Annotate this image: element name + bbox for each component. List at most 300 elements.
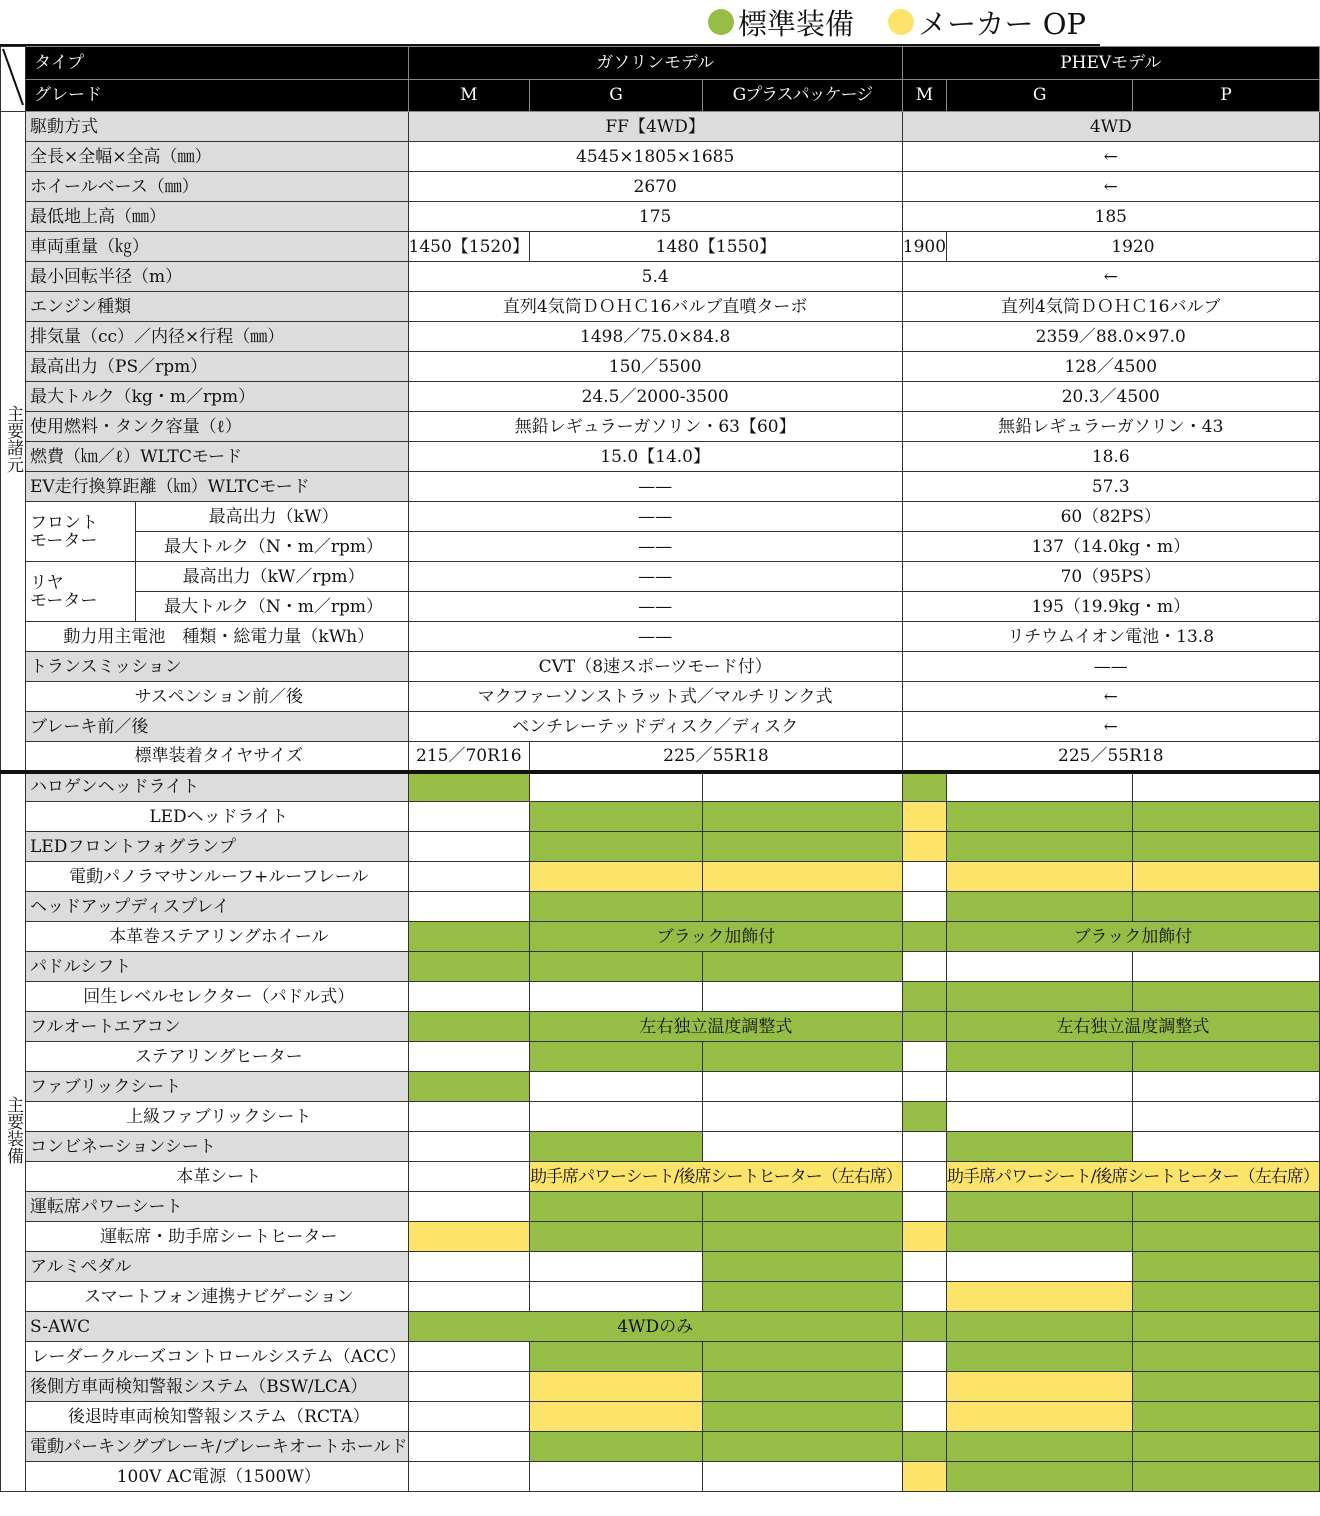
equip-label: 電動パーキングブレーキ/ブレーキオートホールド — [26, 1432, 409, 1462]
equip-row — [1, 802, 1320, 832]
cell-standard — [530, 1432, 703, 1462]
cell-standard — [902, 1312, 946, 1342]
cell-none — [1133, 1132, 1319, 1162]
spec-label: 燃費（㎞／ℓ）WLTCモード — [26, 442, 409, 472]
cell-none — [530, 1462, 703, 1492]
cell-standard — [947, 1192, 1133, 1222]
cell-standard — [947, 1342, 1133, 1372]
cell-none — [947, 1102, 1133, 1132]
spec-gas-m-value: 1450【1520】 — [408, 232, 530, 262]
spec-phev-value: 18.6 — [902, 442, 1319, 472]
cell-standard — [530, 1342, 703, 1372]
cell-none — [902, 892, 946, 922]
spec-gas-value: 2670 — [408, 172, 902, 202]
cell-none — [1133, 1102, 1319, 1132]
spec-gas-value: —— — [408, 622, 902, 652]
equip-label: ヘッドアップディスプレイ — [26, 892, 409, 922]
spec-phev-value: 無鉛レギュラーガソリン・43 — [902, 412, 1319, 442]
header-gasoline: ガソリンモデル — [408, 47, 902, 80]
cell-option — [947, 1402, 1133, 1432]
spec-phev-value: 60（82PS） — [902, 502, 1319, 532]
spec-gas-value: マクファーソンストラット式／マルチリンク式 — [408, 682, 902, 712]
equip-row — [1, 1102, 1320, 1132]
grade-gas-gplus: Gプラスパッケージ — [703, 79, 903, 112]
spec-phev-value: リチウムイオン電池・13.8 — [902, 622, 1319, 652]
spec-row-power — [1, 352, 1320, 382]
spec-row-transmission — [1, 652, 1320, 682]
cell-none — [703, 772, 903, 802]
spec-gas-value: FF【4WD】 — [408, 112, 902, 142]
equip-row — [1, 1162, 1320, 1192]
spec-phev-value: ← — [902, 262, 1319, 292]
equip-label: フルオートエアコン — [26, 1012, 409, 1042]
equip-row — [1, 982, 1320, 1012]
spec-row-radius — [1, 262, 1320, 292]
grade-gas-g: G — [530, 79, 703, 112]
cell-none — [1133, 952, 1319, 982]
cell-standard — [703, 1372, 903, 1402]
cell-standard — [947, 1432, 1133, 1462]
equip-row — [1, 1072, 1320, 1102]
spec-row-displacement — [1, 322, 1320, 352]
spec-gas-value: 直列4気筒ＤＯＨＣ16バルブ直噴ターボ — [408, 292, 902, 322]
cell-standard — [703, 1282, 903, 1312]
spec-row-front-motor-torque — [1, 532, 1320, 562]
spec-row-torque — [1, 382, 1320, 412]
cell-none — [408, 1342, 530, 1372]
cell-standard — [703, 1342, 903, 1372]
spec-phev-value: 70（95PS） — [902, 562, 1319, 592]
equip-row — [1, 922, 1320, 952]
cell-standard — [703, 1252, 903, 1282]
corner-cell — [1, 47, 26, 112]
spec-row-fuel — [1, 412, 1320, 442]
cell-none — [408, 1132, 530, 1162]
spec-label: 車両重量（㎏） — [26, 232, 409, 262]
cell-none — [408, 802, 530, 832]
cell-none — [408, 1282, 530, 1312]
spec-gas-value: 無鉛レギュラーガソリン・63【60】 — [408, 412, 902, 442]
cell-standard — [902, 772, 946, 802]
header-type-label: タイプ — [26, 47, 409, 80]
cell-standard — [947, 1312, 1133, 1342]
equip-label: S-AWC — [26, 1312, 409, 1342]
cell-standard — [408, 1012, 530, 1042]
equip-label: 電動パノラマサンルーフ+ルーフレール — [26, 862, 409, 892]
cell-none — [530, 1102, 703, 1132]
equip-label: LEDフロントフォグランプ — [26, 832, 409, 862]
cell-none — [947, 952, 1133, 982]
cell-standard — [1133, 802, 1319, 832]
equip-row — [1, 1342, 1320, 1372]
spec-front-motor-label: フロント モーター — [26, 502, 136, 562]
cell-none — [902, 1072, 946, 1102]
cell-standard — [947, 802, 1133, 832]
cell-standard — [902, 1012, 946, 1042]
legend-maker-op — [888, 2, 1086, 43]
header-grade-row — [1, 79, 1320, 112]
header-phev: PHEVモデル — [902, 47, 1319, 80]
spec-row-engine — [1, 292, 1320, 322]
cell-none — [1133, 772, 1319, 802]
spec-gas-value: 24.5／2000-3500 — [408, 382, 902, 412]
spec-gas-m-value: 215／70R16 — [408, 742, 530, 772]
cell-standard-note: 左右独立温度調整式 — [530, 1012, 903, 1042]
spec-gas-g-value: 225／55R18 — [530, 742, 903, 772]
spec-phev-m-value: 1900 — [902, 232, 946, 262]
cell-none — [408, 982, 530, 1012]
equip-row — [1, 952, 1320, 982]
cell-standard — [530, 952, 703, 982]
cell-none — [408, 1042, 530, 1072]
cell-option — [408, 1222, 530, 1252]
equip-label: 回生レベルセレクター（パドル式） — [26, 982, 409, 1012]
equip-label: コンビネーションシート — [26, 1132, 409, 1162]
spec-row-clearance — [1, 202, 1320, 232]
equip-row — [1, 1252, 1320, 1282]
cell-none — [530, 1282, 703, 1312]
cell-standard — [947, 892, 1133, 922]
spec-row-tire — [1, 742, 1320, 772]
cell-none — [902, 1252, 946, 1282]
spec-phev-value: ← — [902, 712, 1319, 742]
spec-phev-value: 137（14.0kg・m） — [902, 532, 1319, 562]
cell-none — [530, 1072, 703, 1102]
equip-row — [1, 1462, 1320, 1492]
equip-row — [1, 1282, 1320, 1312]
equip-label: 運転席パワーシート — [26, 1192, 409, 1222]
cell-option — [1133, 862, 1319, 892]
cell-option — [947, 862, 1133, 892]
header-grade-label: グレード — [26, 79, 409, 112]
spec-label: 最高出力（PS／rpm） — [26, 352, 409, 382]
equip-row — [1, 772, 1320, 802]
equip-row — [1, 1432, 1320, 1462]
equip-row — [1, 1012, 1320, 1042]
spec-label: トランスミッション — [26, 652, 409, 682]
grade-phev-p: P — [1133, 79, 1319, 112]
cell-none — [408, 1102, 530, 1132]
cell-none — [1133, 1072, 1319, 1102]
grade-phev-m: M — [902, 79, 946, 112]
cell-none — [947, 772, 1133, 802]
equip-row — [1, 1042, 1320, 1072]
spec-row-drive — [1, 112, 1320, 142]
spec-label: 使用燃料・タンク容量（ℓ） — [26, 412, 409, 442]
cell-standard — [947, 832, 1133, 862]
spec-phev-value: —— — [902, 652, 1319, 682]
cell-standard — [1133, 1192, 1319, 1222]
spec-gas-value: 1498／75.0×84.8 — [408, 322, 902, 352]
spec-gas-value: CVT（8速スポーツモード付） — [408, 652, 902, 682]
cell-option-note: 助手席パワーシート/後席シートヒーター（左右席） — [947, 1162, 1320, 1192]
equip-row — [1, 1192, 1320, 1222]
equip-row — [1, 862, 1320, 892]
cell-standard — [1133, 1342, 1319, 1372]
equip-row — [1, 832, 1320, 862]
spec-section-label: 主要諸元 — [1, 112, 26, 772]
equip-row — [1, 1402, 1320, 1432]
cell-standard — [703, 832, 903, 862]
equip-row — [1, 1372, 1320, 1402]
spec-row-weight — [1, 232, 1320, 262]
spec-sublabel: 最高出力（kW／rpm） — [135, 562, 408, 592]
cell-option — [947, 1282, 1133, 1312]
cell-standard — [408, 952, 530, 982]
cell-none — [408, 1462, 530, 1492]
spec-gas-value: 5.4 — [408, 262, 902, 292]
spec-phev-value: ← — [902, 172, 1319, 202]
cell-standard — [703, 802, 903, 832]
spec-row-battery — [1, 622, 1320, 652]
spec-label: サスペンション前／後 — [26, 682, 409, 712]
spec-sublabel: 最高出力（kW） — [135, 502, 408, 532]
cell-standard — [530, 1192, 703, 1222]
spec-label: 駆動方式 — [26, 112, 409, 142]
spec-row-wheelbase — [1, 172, 1320, 202]
spec-phev-gp-value: 1920 — [947, 232, 1320, 262]
cell-standard — [703, 1402, 903, 1432]
spec-gas-value: 4545×1805×1685 — [408, 142, 902, 172]
spec-label: 最大トルク（kg・m／rpm） — [26, 382, 409, 412]
cell-standard — [947, 1042, 1133, 1072]
cell-none — [408, 862, 530, 892]
spec-phev-value: ← — [902, 682, 1319, 712]
spec-row-front-motor-power — [1, 502, 1320, 532]
legend — [674, 4, 1086, 40]
equip-label: スマートフォン連携ナビゲーション — [26, 1282, 409, 1312]
spec-label: EV走行換算距離（㎞）WLTCモード — [26, 472, 409, 502]
cell-standard — [1133, 832, 1319, 862]
spec-label: 全長×全幅×全高（㎜） — [26, 142, 409, 172]
cell-standard — [1133, 1312, 1319, 1342]
spec-phev-value: 225／55R18 — [902, 742, 1319, 772]
cell-none — [703, 1462, 903, 1492]
cell-standard — [902, 982, 946, 1012]
spec-sublabel: 最大トルク（N・m／rpm） — [135, 532, 408, 562]
spec-phev-value: 20.3／4500 — [902, 382, 1319, 412]
cell-none — [703, 982, 903, 1012]
equip-label: ファブリックシート — [26, 1072, 409, 1102]
spec-phev-value: 2359／88.0×97.0 — [902, 322, 1319, 352]
spec-phev-value: 185 — [902, 202, 1319, 232]
grade-gas-m: M — [408, 79, 530, 112]
spec-table — [0, 46, 1320, 1492]
cell-option — [902, 802, 946, 832]
cell-standard — [902, 922, 946, 952]
spec-gas-value: —— — [408, 532, 902, 562]
equip-label: パドルシフト — [26, 952, 409, 982]
equip-label: 上級ファブリックシート — [26, 1102, 409, 1132]
equip-row — [1, 892, 1320, 922]
equip-section-label: 主要装備 — [1, 772, 26, 1492]
cell-standard — [1133, 982, 1319, 1012]
cell-none — [703, 1132, 903, 1162]
cell-none — [902, 1192, 946, 1222]
equip-label: 本革巻ステアリングホイール — [26, 922, 409, 952]
cell-none — [408, 1162, 530, 1192]
equip-label: 後退時車両検知警報システム（RCTA） — [26, 1402, 409, 1432]
cell-standard-note: ブラック加飾付 — [530, 922, 903, 952]
cell-standard — [902, 1102, 946, 1132]
cell-standard — [947, 982, 1133, 1012]
cell-none — [703, 1072, 903, 1102]
cell-standard — [530, 802, 703, 832]
spec-row-suspension — [1, 682, 1320, 712]
diagonal-icon — [1, 47, 25, 107]
equip-label: 本革シート — [26, 1162, 409, 1192]
cell-standard — [947, 1132, 1133, 1162]
cell-option — [530, 1372, 703, 1402]
yellow-dot-icon — [888, 9, 914, 35]
cell-none — [902, 1372, 946, 1402]
spec-gas-value: 15.0【14.0】 — [408, 442, 902, 472]
equip-label: ステアリングヒーター — [26, 1042, 409, 1072]
equip-label: LEDヘッドライト — [26, 802, 409, 832]
equip-label: 後側方車両検知警報システム（BSW/LCA） — [26, 1372, 409, 1402]
green-dot-icon — [708, 9, 734, 35]
cell-standard — [1133, 1042, 1319, 1072]
cell-none — [902, 1162, 946, 1192]
spec-phev-value: 128／4500 — [902, 352, 1319, 382]
cell-standard-note: ブラック加飾付 — [947, 922, 1320, 952]
cell-none — [902, 1342, 946, 1372]
equip-row — [1, 1222, 1320, 1252]
equip-row — [1, 1132, 1320, 1162]
cell-none — [902, 952, 946, 982]
spec-gas-value: 175 — [408, 202, 902, 232]
spec-label: 排気量（cc）／内径×行程（㎜） — [26, 322, 409, 352]
equip-label: レーダークルーズコントロールシステム（ACC） — [26, 1342, 409, 1372]
spec-row-size — [1, 142, 1320, 172]
spec-gas-value: —— — [408, 562, 902, 592]
spec-label: ホイールベース（㎜） — [26, 172, 409, 202]
cell-standard — [703, 1222, 903, 1252]
cell-standard — [1133, 1282, 1319, 1312]
cell-option — [530, 1402, 703, 1432]
spec-row-rear-motor-power — [1, 562, 1320, 592]
spec-gas-value: 150／5500 — [408, 352, 902, 382]
spec-row-brake — [1, 712, 1320, 742]
cell-standard — [1133, 1402, 1319, 1432]
cell-none — [530, 772, 703, 802]
cell-none — [408, 1402, 530, 1432]
legend-maker-op-label: メーカー OP — [918, 6, 1086, 41]
spec-label: ブレーキ前／後 — [26, 712, 409, 742]
spec-label: 最低地上高（㎜） — [26, 202, 409, 232]
cell-option — [947, 1372, 1133, 1402]
cell-option — [902, 1222, 946, 1252]
spec-gas-value: —— — [408, 502, 902, 532]
cell-none — [530, 982, 703, 1012]
cell-none — [530, 1252, 703, 1282]
cell-none — [947, 1072, 1133, 1102]
equip-label: 100V AC電源（1500W） — [26, 1462, 409, 1492]
cell-standard-note: 左右独立温度調整式 — [947, 1012, 1320, 1042]
cell-none — [947, 1252, 1133, 1282]
cell-standard — [1133, 1432, 1319, 1462]
cell-standard — [1133, 1252, 1319, 1282]
spec-label: 最小回転半径（m） — [26, 262, 409, 292]
cell-standard — [703, 1192, 903, 1222]
cell-none — [408, 832, 530, 862]
equip-label: アルミペダル — [26, 1252, 409, 1282]
equip-label: ハロゲンヘッドライト — [26, 772, 409, 802]
cell-standard — [703, 952, 903, 982]
spec-phev-value: 195（19.9kg・m） — [902, 592, 1319, 622]
equip-row — [1, 1312, 1320, 1342]
spec-gas-value: ベンチレーテッドディスク／ディスク — [408, 712, 902, 742]
legend-standard — [708, 2, 854, 43]
cell-standard — [703, 1432, 903, 1462]
cell-none — [408, 1192, 530, 1222]
spec-phev-value: 直列4気筒ＤＯＨＣ16バルブ — [902, 292, 1319, 322]
spec-gas-value: —— — [408, 472, 902, 502]
cell-option — [902, 832, 946, 862]
spec-row-economy — [1, 442, 1320, 472]
equip-label: 運転席・助手席シートヒーター — [26, 1222, 409, 1252]
cell-standard — [1133, 892, 1319, 922]
cell-none — [902, 1132, 946, 1162]
grade-phev-g: G — [947, 79, 1133, 112]
spec-sublabel: 最大トルク（N・m／rpm） — [135, 592, 408, 622]
cell-standard — [703, 892, 903, 922]
cell-standard — [947, 1462, 1133, 1492]
cell-standard — [530, 1222, 703, 1252]
legend-standard-label: 標準装備 — [738, 6, 855, 41]
spec-gas-value: —— — [408, 592, 902, 622]
spec-rear-motor-label: リヤ モーター — [26, 562, 136, 622]
cell-standard — [530, 1042, 703, 1072]
cell-option-note: 助手席パワーシート/後席シートヒーター（左右席） — [530, 1162, 903, 1192]
cell-none — [902, 862, 946, 892]
cell-none — [408, 1372, 530, 1402]
cell-standard — [530, 832, 703, 862]
spec-row-rear-motor-torque — [1, 592, 1320, 622]
cell-option — [530, 862, 703, 892]
spec-row-ev-range — [1, 472, 1320, 502]
cell-none — [902, 1402, 946, 1432]
cell-none — [408, 1432, 530, 1462]
cell-standard — [408, 772, 530, 802]
spec-label: 標準装着タイヤサイズ — [26, 742, 409, 772]
header-type-row — [1, 47, 1320, 80]
cell-none — [902, 1282, 946, 1312]
cell-none — [902, 1042, 946, 1072]
cell-standard — [530, 892, 703, 922]
spec-phev-value: 57.3 — [902, 472, 1319, 502]
cell-standard — [902, 1432, 946, 1462]
cell-none — [408, 1252, 530, 1282]
spec-label: エンジン種類 — [26, 292, 409, 322]
cell-none — [703, 1102, 903, 1132]
spec-phev-value: ← — [902, 142, 1319, 172]
cell-standard — [947, 1222, 1133, 1252]
cell-standard — [1133, 1222, 1319, 1252]
spec-label: 動力用主電池 種類・総電力量（kWh） — [26, 622, 409, 652]
cell-standard — [703, 1042, 903, 1072]
cell-standard — [408, 1072, 530, 1102]
spec-gas-g-value: 1480【1550】 — [530, 232, 903, 262]
spec-phev-value: 4WD — [902, 112, 1319, 142]
cell-standard — [530, 1132, 703, 1162]
cell-none — [408, 892, 530, 922]
cell-standard — [1133, 1462, 1319, 1492]
cell-option — [902, 1462, 946, 1492]
cell-standard-note: 4WDのみ — [408, 1312, 902, 1342]
cell-standard — [1133, 1372, 1319, 1402]
cell-standard — [408, 922, 530, 952]
